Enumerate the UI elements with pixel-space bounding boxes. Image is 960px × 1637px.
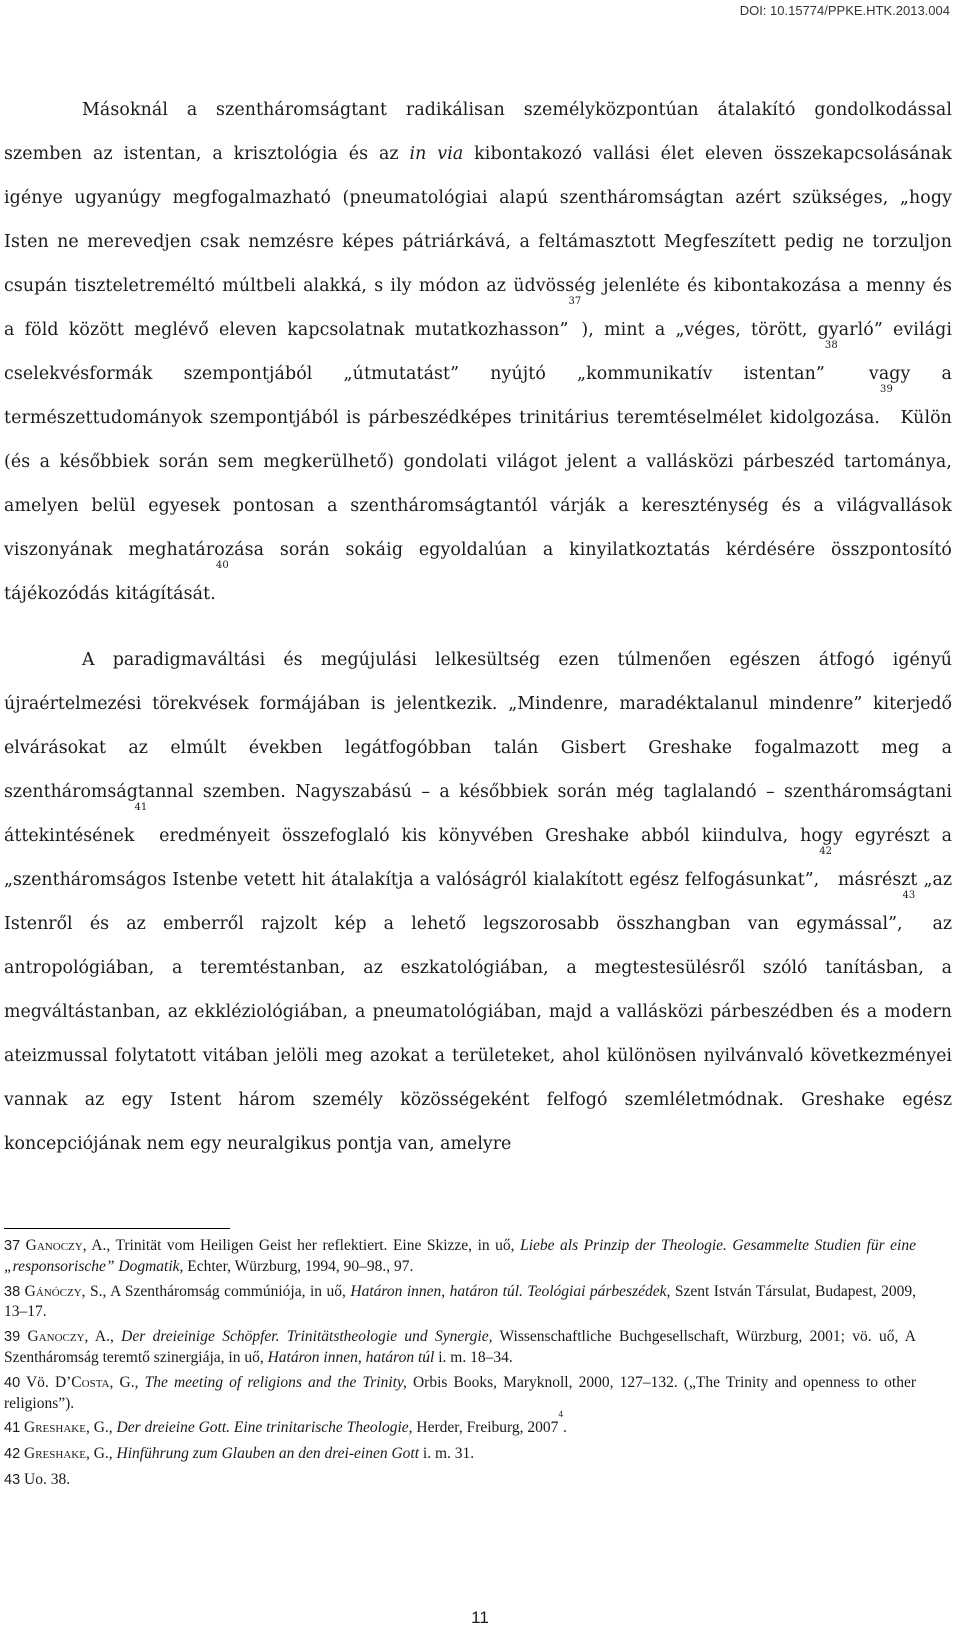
text-run: , G., [109, 1373, 145, 1391]
text-run: , G., [85, 1445, 117, 1463]
footnote-ref-39[interactable]: 39 [880, 384, 893, 395]
text-run: vagy a természettudományok szempontjából is párbeszédképes trinitárius teremtéselmélet kidolgozása. [4, 364, 952, 428]
footnote-43 [4, 1470, 916, 1491]
text-run: . [562, 1419, 567, 1437]
text-run: , G., [85, 1419, 117, 1437]
page-number: 11 [471, 1608, 489, 1627]
text-run: Orbis Books, Maryknoll, 2000, 127–132. („The Trinity and openness to other religions”). [4, 1373, 916, 1412]
text-run: kibontakozó vallási élet eleven összekapcsolásának igénye ugyanúgy megfogalmazható (pneumatológiai alapú szentháromságtan azért szükséges, „hogy Isten ne merevedjen csak nemzésre képes pátriárkává, a feltámasztott Megfeszített pedig ne torzuljon csupán tiszteletreméltó múltbeli alakká, s ily módon az üdvösség jelenléte és kibontakozása a menny és a föld között meglévő eleven kapcsolatnak mutatkozhasson” [4, 144, 952, 340]
text-run: másrészt „az Istenről és az emberről rajzolt kép a lehető legszorosabb összhangban van egymással”, [4, 870, 952, 934]
text-run: i. m. 31. [419, 1445, 475, 1463]
edition-superscript: 4 [558, 1409, 563, 1420]
footnote-number: 39 [4, 1329, 21, 1346]
text-run: ), mint a „véges, törött, gyarló” evilági cselekvésformák szempontjából „útmutatást” nyújtó „kommunikatív istentan” [4, 320, 952, 384]
footnote-38 [4, 1282, 916, 1323]
footnote-ref-40[interactable]: 40 [215, 560, 229, 571]
text-run: az antropológiában, a teremtéstanban, az eszkatológiában, a megtestesülésről szóló tanításban, a megváltástanban, az ekkléziológiában, a pneumatológiában, majd a vallásközi párbeszédben és a modern ateizmussal folytatott vitában jelöli meg azokat a területeket, ahol különösen nyilvánvaló következményei vannak az egy Istent három személy közösségeként felfogó szemléletmódnak. Greshake egész koncepciójának nem egy neuralgikus pontja van, amelyre [4, 914, 952, 1154]
text-run: Külön (és a későbbiek során sem megkerülhető) gondolati világot jelent a vallásközi párbeszéd tartománya, amelyen belül egyesek pontosan a szentháromságtantól várják a kereszténység és a világvallások viszonyának meghatározása során sokáig egyoldalúan a kinyilatkoztatás kérdésére összpontosító tájékozódás kitágítását. [4, 408, 952, 604]
footnote-author: Greshake [24, 1445, 86, 1463]
text-run: , S., [81, 1282, 111, 1300]
footnote-40 [4, 1373, 916, 1414]
footnote-ref-42[interactable]: 42 [819, 846, 832, 857]
footnote-number: 43 [4, 1471, 21, 1488]
text-run: Trinität vom Heiligen Geist her reflektiert. Eine Skizze, in uő, [115, 1237, 521, 1254]
footnote-author: Ganoczy [25, 1237, 83, 1254]
text-run: i. m. 18–34. [434, 1348, 513, 1366]
text-run: eredményeit összefoglaló kis könyvében Greshake abból kiindulva, hogy egyrészt a „szentháromságos Istenbe vetett hit átalakítja a valóságról kialakított egész felfogásunkat”, [4, 826, 952, 890]
footnote-37 [4, 1236, 916, 1277]
footnote-39 [4, 1327, 916, 1368]
doi-header: DOI: 10.15774/PPKE.HTK.2013.004 [739, 3, 950, 18]
footnote-divider [4, 1228, 230, 1229]
text-run-italic: The meeting of religions and the Trinity, [144, 1373, 407, 1391]
footnote-author: Gánóczy [24, 1282, 82, 1300]
footnote-number: 42 [4, 1446, 21, 1463]
text-run-italic: Der dreieinige Schöpfer. Trinitätstheologie und Synergie, [121, 1328, 493, 1346]
text-run: Herder, Freiburg, 2007 [412, 1419, 559, 1437]
footnote-ref-43[interactable]: 43 [902, 890, 916, 901]
text-run-italic: Határon innen, határon túl [267, 1348, 435, 1366]
text-run: , A., [82, 1237, 116, 1254]
footnote-ref-37[interactable]: 37 [568, 296, 582, 307]
text-run-italic: Hinführung zum Glauben an den drei-einen Gott [116, 1445, 420, 1463]
footnote-ref-41[interactable]: 41 [134, 802, 148, 813]
text-run: A Szentháromság commúniója, in uő, [110, 1282, 351, 1300]
text-run: Wissenschaftliche Buchgesellschaft, Würzburg, 2001; vö. uő, A Szentháromság teremtő szinergiája, in uő, [4, 1328, 916, 1366]
footnote-number: 38 [4, 1283, 21, 1300]
footnote-number: 40 [4, 1374, 21, 1391]
footnote-number: 41 [4, 1420, 21, 1437]
text-run-italic: Határon innen, határon túl. Teológiai párbeszédek, [350, 1282, 671, 1300]
footnote-41 [4, 1409, 916, 1439]
text-run: Vö. [20, 1373, 55, 1391]
text-run: Echter, Würzburg, 1994, 90–98., 97. [183, 1257, 414, 1275]
text-run-italic: in via [409, 144, 464, 164]
footnote-number: 37 [4, 1238, 21, 1254]
text-run: A paradigmaváltási és megújulási lelkesültség ezen túlmenően egészen átfogó igényű újraértelmezési törekvések formájában is jelentkezik. „Mindenre, maradéktalanul mindenre” kiterjedő elvárásokat az elmúlt években legátfogóbban talán Gisbert Greshake fogalmazott meg a szentháromságtannal szemben. Nagyszabású – a későbbiek során még taglalandó – szentháromságtani áttekintésének [4, 650, 952, 846]
text-run: , A., [84, 1328, 122, 1346]
footnote-author: D’Costa [54, 1373, 110, 1391]
footnote-ref-38[interactable]: 38 [824, 340, 838, 351]
text-run: Másoknál a szentháromságtant radikálisan személyközpontúan átalakító gondolkodással szemben az istentan, a krisztológia és az [4, 100, 952, 164]
footnotes [4, 1236, 916, 1496]
text-run-italic: Der dreieine Gott. Eine trinitarische Theologie, [116, 1419, 413, 1437]
text-run: Szent István Társulat, Budapest, 2009, 13–17. [4, 1282, 916, 1321]
footnote-42 [4, 1444, 916, 1465]
text-run-italic: Liebe als Prinzip der Theologie. Gesammelte Studien für eine „responsorische” Dogmatik, [4, 1237, 916, 1275]
footnote-author: Greshake [24, 1419, 86, 1437]
paragraph-1 [0, 88, 960, 616]
paragraph-2 [0, 638, 960, 1166]
main-text [0, 88, 960, 1166]
text-run: Uo. 38. [20, 1470, 71, 1488]
footnote-author: Ganoczy [27, 1328, 85, 1346]
